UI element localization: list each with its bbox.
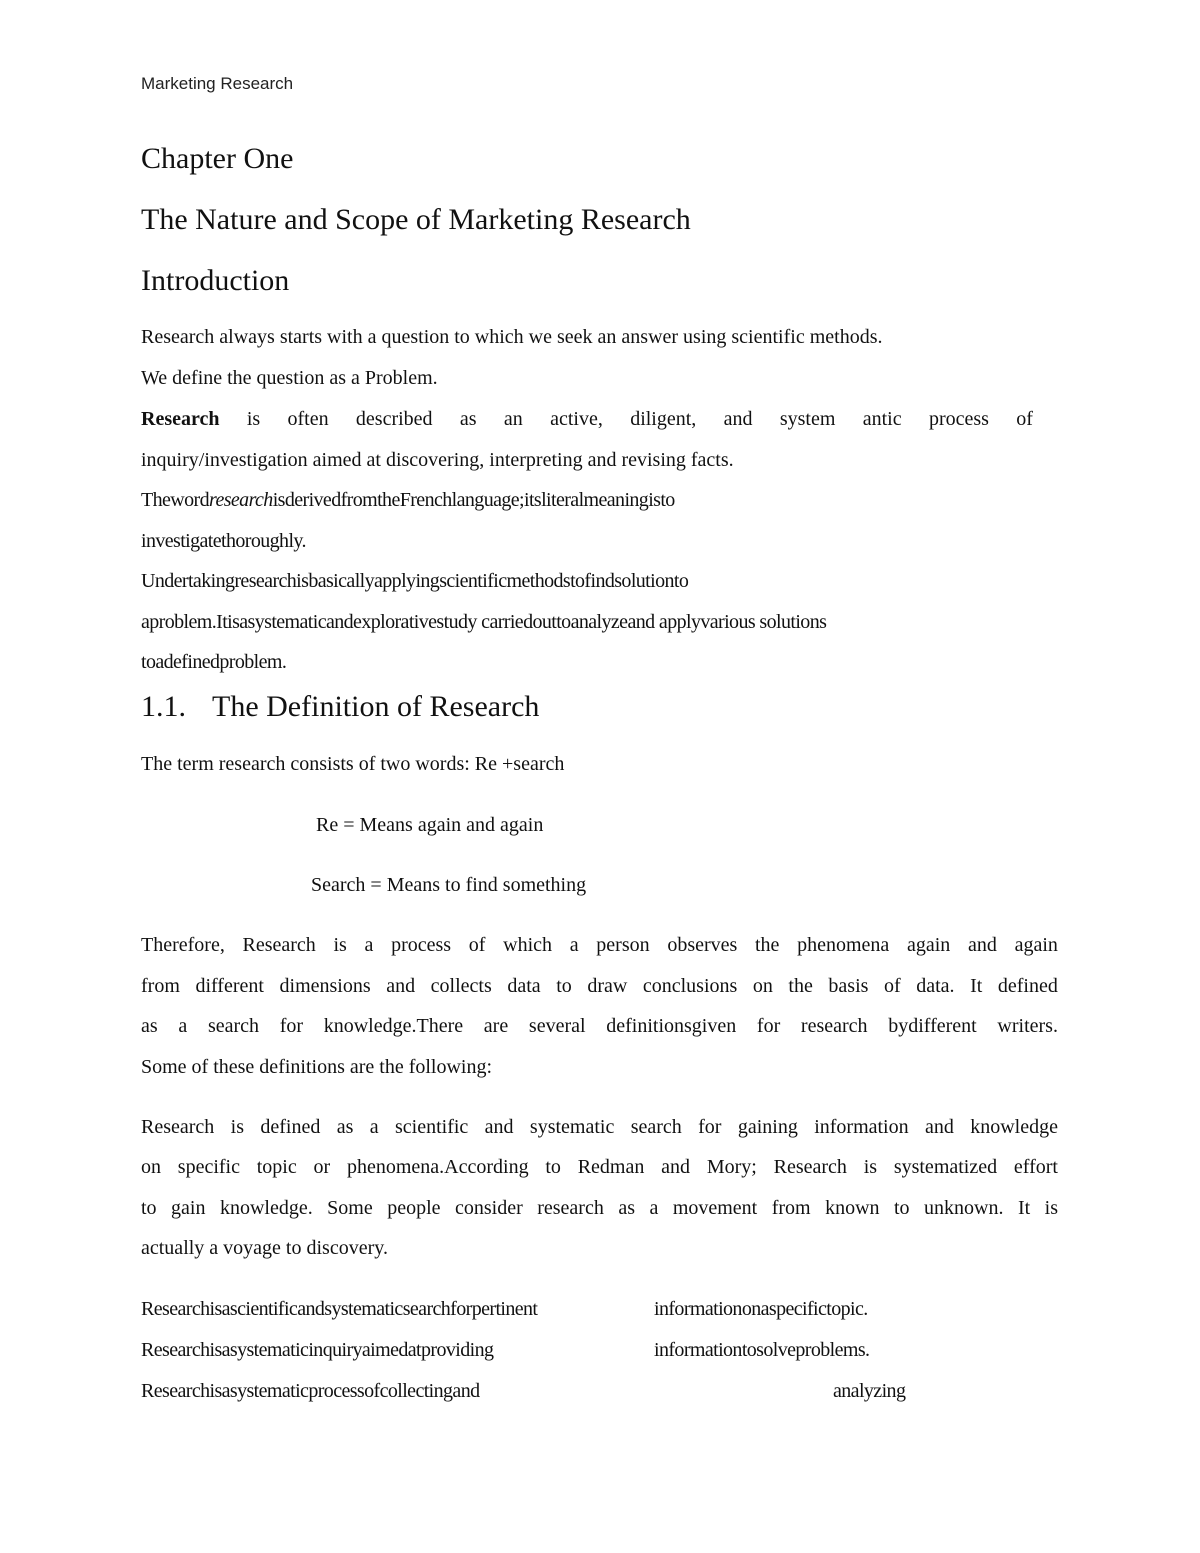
definition-list-3-right: analyzing: [833, 1380, 906, 1402]
word: from: [141, 975, 180, 997]
word: a: [369, 1116, 379, 1138]
word: systematic: [529, 1116, 615, 1138]
section-heading: [141, 690, 539, 724]
word: Research: [773, 1156, 847, 1178]
word: and: [484, 1116, 514, 1138]
word: defined: [260, 1116, 321, 1138]
word: of: [1016, 408, 1033, 430]
word: to: [894, 1197, 910, 1219]
word: movement: [672, 1197, 758, 1219]
word: phenomena: [797, 934, 890, 956]
definition-list-3-left: Researchisasystematicprocessofcollectingand: [141, 1380, 480, 1402]
word: or: [313, 1156, 331, 1178]
intro-line-5-c: isderivedfromtheFrenchlanguage;itsliteralmeaningisto: [272, 489, 675, 511]
word: are: [483, 1015, 509, 1037]
intro-line-5-a: Theword: [141, 489, 209, 511]
chapter-title: The Nature and Scope of Marketing Research: [141, 203, 691, 236]
intro-line-2: We define the question as a Problem.: [141, 367, 438, 389]
word: is: [333, 934, 347, 956]
word: gaining: [737, 1116, 798, 1138]
word: knowledge.: [219, 1197, 313, 1219]
word: as: [141, 1015, 158, 1037]
word: and: [386, 975, 416, 997]
word: dimensions: [279, 975, 371, 997]
intro-line-7: Undertakingresearchisbasicallyapplyingscientificmethodstofindsolutionto: [141, 570, 689, 592]
term-line: The term research consists of two words: Re +search: [141, 753, 565, 775]
word: to: [556, 975, 572, 997]
word: is: [1044, 1197, 1058, 1219]
word: and: [723, 408, 753, 430]
intro-line-8: aproblem.Itisasystematicandexplorativestudy carriedouttoanalyzeand applyvarious solutions: [141, 611, 827, 633]
word: active,: [550, 408, 603, 430]
word: draw: [587, 975, 628, 997]
word: again: [1014, 934, 1058, 956]
word: as: [336, 1116, 354, 1138]
word: often: [287, 408, 329, 430]
justified-line: [141, 1015, 1058, 1038]
word: a: [569, 934, 579, 956]
justified-line: [141, 1156, 1058, 1179]
intro-line-4: inquiry/investigation aimed at discovering, interpreting and revising facts.: [141, 449, 734, 471]
research-definition-line: [141, 408, 1033, 431]
word: gain: [171, 1197, 206, 1219]
word: Redman: [577, 1156, 645, 1178]
justified-line: [141, 1197, 1058, 1220]
section-number: 1.1.: [141, 690, 186, 723]
word: consider: [454, 1197, 523, 1219]
word: effort: [1013, 1156, 1058, 1178]
word: It: [970, 975, 983, 997]
word: unknown.: [924, 1197, 1004, 1219]
definition-list-1-right: informationonaspecifictopic.: [654, 1298, 868, 1320]
word: person: [596, 934, 650, 956]
word: Mory;: [706, 1156, 757, 1178]
word: systematized: [893, 1156, 998, 1178]
word: collects: [430, 975, 492, 997]
word: for: [698, 1116, 722, 1138]
word: data: [507, 975, 541, 997]
word: phenomena.According: [346, 1156, 529, 1178]
definition-list-2-right: informationtosolveproblems.: [654, 1339, 870, 1361]
word: Research: [242, 934, 316, 956]
word: the: [788, 975, 813, 997]
word: several: [528, 1015, 586, 1037]
word: research: [537, 1197, 604, 1219]
word: an: [503, 408, 523, 430]
word: It: [1017, 1197, 1031, 1219]
word: research: [800, 1015, 868, 1037]
word: is: [230, 1116, 244, 1138]
word: defined: [997, 975, 1058, 997]
word: people: [387, 1197, 441, 1219]
word: specific: [177, 1156, 240, 1178]
word: different: [195, 975, 264, 997]
word: knowledge.There: [323, 1015, 464, 1037]
word: definitionsgiven: [606, 1015, 737, 1037]
word: to: [545, 1156, 561, 1178]
word: and: [661, 1156, 691, 1178]
word: system: [779, 408, 836, 430]
justified-line: [141, 975, 1058, 998]
definition-list-1-left: Researchisascientificandsystematicsearchforpertinent: [141, 1298, 538, 1320]
word: for: [756, 1015, 781, 1037]
word: data.: [916, 975, 955, 997]
word: a: [178, 1015, 188, 1037]
word: described: [355, 408, 433, 430]
word: to: [141, 1197, 157, 1219]
word: and: [967, 934, 997, 956]
word: topic: [256, 1156, 297, 1178]
re-definition: Re = Means again and again: [316, 814, 544, 836]
definition-list-2-left: Researchisasystematicinquiryaimedatproviding: [141, 1339, 494, 1361]
word: known: [825, 1197, 880, 1219]
justified-line: [141, 934, 1058, 957]
word: Research: [141, 1116, 215, 1138]
word: of: [468, 934, 486, 956]
word: and: [924, 1116, 954, 1138]
word: as: [618, 1197, 635, 1219]
section-title: The Definition of Research: [212, 690, 540, 723]
word: again: [906, 934, 951, 956]
word: conclusions: [642, 975, 738, 997]
word: as: [459, 408, 477, 430]
running-header: Marketing Research: [141, 74, 294, 93]
intro-heading: Introduction: [141, 264, 290, 297]
word: process: [928, 408, 989, 430]
word: diligent,: [630, 408, 697, 430]
word: a: [649, 1197, 659, 1219]
word: observes: [667, 934, 738, 956]
word: Therefore,: [141, 934, 225, 956]
word: the: [754, 934, 780, 956]
word: information: [814, 1116, 909, 1138]
chapter-label: Chapter One: [141, 142, 294, 175]
word: on: [141, 1156, 161, 1178]
word: antic: [862, 408, 902, 430]
word: search: [630, 1116, 682, 1138]
paragraph-defined-last: actually a voyage to discovery.: [141, 1237, 388, 1259]
word: search: [207, 1015, 260, 1037]
word: is: [863, 1156, 878, 1178]
word: from: [771, 1197, 811, 1219]
intro-line-9: toadefinedproblem.: [141, 651, 287, 673]
research-term-bold: Research: [141, 408, 220, 430]
word: knowledge: [970, 1116, 1058, 1138]
intro-line-5-italic: research: [209, 489, 273, 511]
word: which: [503, 934, 553, 956]
intro-line-6: investigatethoroughly.: [141, 530, 306, 552]
word: scientific: [394, 1116, 469, 1138]
word: bydifferent: [888, 1015, 977, 1037]
word: process: [391, 934, 452, 956]
word: is: [246, 408, 261, 430]
word: basis: [828, 975, 869, 997]
word: of: [883, 975, 901, 997]
word: Some: [327, 1197, 373, 1219]
word: for: [279, 1015, 304, 1037]
search-definition: Search = Means to find something: [311, 874, 587, 896]
paragraph-therefore-last: Some of these definitions are the following:: [141, 1056, 493, 1078]
word: a: [364, 934, 374, 956]
word: writers.: [997, 1015, 1058, 1037]
word: on: [752, 975, 773, 997]
justified-line: [141, 1116, 1058, 1139]
intro-line-5: [141, 489, 675, 512]
intro-line-1: Research always starts with a question to which we seek an answer using scientific methods.: [141, 326, 883, 348]
